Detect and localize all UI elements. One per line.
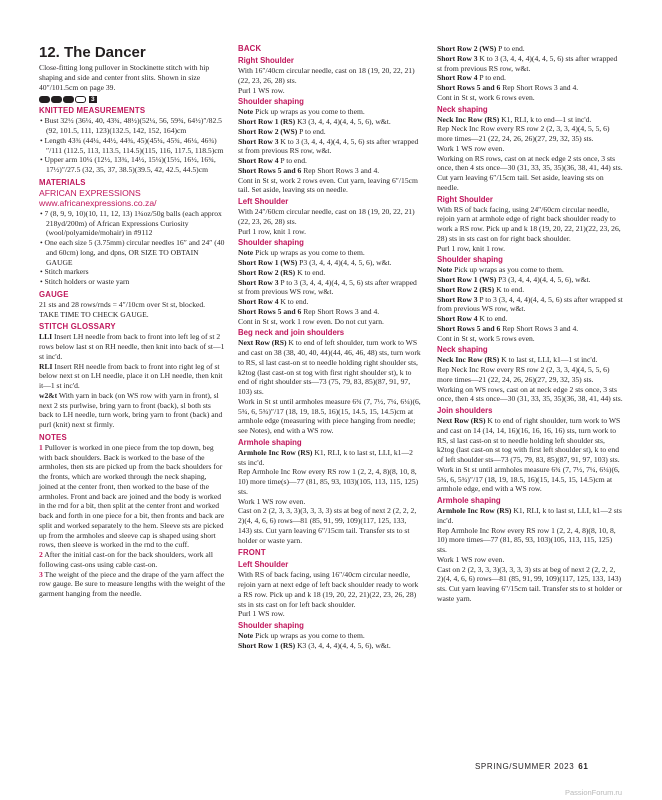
instruction-line <box>437 334 623 344</box>
page-footer <box>475 762 588 771</box>
page-number: 61 <box>578 762 589 771</box>
instruction-line <box>437 465 623 494</box>
instruction-text: K1, RLI, k to last st, LLI, k1—2 sts inc'd. <box>437 506 622 525</box>
instruction-lead: Short Row 3 <box>437 294 478 304</box>
instruction-text: P to end. <box>496 44 525 53</box>
armhole-shaping-heading: Armhole shaping <box>437 496 501 505</box>
material-item: • Stitch markers <box>40 267 89 277</box>
instruction-lead: Short Row 2 (RS) <box>238 267 296 277</box>
instruction-text: K to end. <box>278 297 309 306</box>
instruction-lead: Short Row 1 (RS) <box>238 117 296 126</box>
instruction: Purl 1 row, knit 1 row. <box>238 226 306 236</box>
glossary-entry: LLI Insert LH needle from back to front into left leg of st 2 rows below last st on RH needle, then knit into back of st—1 st inc'd. <box>39 332 225 361</box>
instruction-text: Working on RS rows, cast on at neck edge 2 sts once, 3 sts once, then 4 sts once—30 (31, 33, 35, 35)(36, 38, 41, 44) sts. Cut yarn leaving 6″/15cm tail. Set aside, leaving sts on needle. <box>437 153 623 192</box>
instruction-text: K to end of left shoulder, turn work to WS and cast on 38 (38, 40, 40, 44)(44, 46, 46, 48) sts, turn work to RS, sl last cast-on st to needle holding right shoulder sts, k2tog (last cast-on st tog with first right shoulder st), k to end of right shoulder sts—73 (75, 79, 83, 85)(87, 91, 97, 103) sts. <box>238 338 421 396</box>
instruction-text: K to end of right shoulder, turn work to WS and cast on 14 (14, 14, 16)(16, 16, 16, 16) sts, turn work to RS, sl last cast-on st to needle holding left shoulder sts, k2tog (last cast-on st tog with first left shoulder st), k to end of left shoulder sts—73 (75, 79, 83, 85)(87, 91, 97, 103) sts. <box>437 416 621 464</box>
instruction-line <box>238 631 422 641</box>
gauge-text: 21 sts and 28 rows/rnds = 4″/10cm over St st, blocked. <box>39 299 206 309</box>
instruction-text: Rep Armhole Inc Row every RS row 1 (2, 2, 4, 8)(8, 10, 8, 10) more time(s)—77 (81, 85, 93, 103)(105, 113, 115, 125) sts. <box>238 467 419 496</box>
instruction-text: Cont in St st, work 2 rows even. Cut yarn, leaving 6″/15cm tail. Set aside, leaving sts on needle. <box>238 175 418 195</box>
measurement-item: • Length 43¾ (44¼, 44½, 44¾, 45)(45¼, 45¾, 46¼, 46¾)″/111 (112.5, 113, 113.5, 114.5)(115, 116, 117.5, 118.5)cm <box>40 135 224 155</box>
notes-heading: NOTES <box>39 432 67 442</box>
glossary-entry: RLI Insert RH needle from back to front into right leg of st below next st on LH needle, place it on LH needle, then knit it—1 st inc'd. <box>39 361 223 390</box>
left-shoulder-heading: Left Shoulder <box>238 197 289 206</box>
instruction-text: K3 (3, 4, 4, 4)(4, 4, 5, 6), w&t. <box>295 640 391 650</box>
stitch-glossary-heading: STITCH GLOSSARY <box>39 322 116 332</box>
yarn-brand: AFRICAN EXPRESSIONS <box>39 187 141 198</box>
knitted-measurements-heading: KNITTED MEASUREMENTS <box>39 106 146 116</box>
instruction: Purl 1 row, knit 1 row. <box>437 243 505 253</box>
instruction-line <box>238 176 422 196</box>
material-item: • Stitch holders or waste yarn <box>40 277 130 286</box>
instruction-text: Rep Neck Inc Row every RS row 2 (2, 3, 3, 4)(4, 5, 5, 6) more times—21 (22, 24, 26, 26)(27, 29, 32, 35) sts. <box>437 365 610 384</box>
instruction-text: Cont in St st, work 6 rows even. <box>437 92 535 102</box>
instruction-line <box>437 124 623 144</box>
instruction-text: Work 1 WS row even. <box>437 554 505 564</box>
instruction-text: K to 3 (3, 4, 4, 4)(4, 4, 5, 6) sts after wrapped st from previous RS row, w&t. <box>238 136 419 156</box>
instruction-line <box>238 166 422 176</box>
shoulder-shaping-heading: Shoulder shaping <box>238 238 304 248</box>
instruction-text: Cont in St st, work 1 row even. Do not cut yarn. <box>238 316 384 326</box>
instruction-line <box>437 355 623 365</box>
measurement-item: • Bust 32½ (36¼, 40, 43¾, 48½)(52¼, 56, 59¾, 64½)″/82.5 (92, 101.5, 111, 123)(132.5, 142, 152, 164)cm <box>40 116 222 135</box>
shoulder-shaping-heading: Shoulder shaping <box>238 621 304 630</box>
instruction-text: K to last st, LLI, k1—1 st inc'd. <box>499 355 598 365</box>
instruction-list <box>238 448 422 546</box>
column-3 <box>437 44 623 604</box>
instruction-line <box>437 275 623 285</box>
instruction-text: K to end. <box>295 267 326 277</box>
instruction-lead: Note <box>238 248 254 258</box>
instruction-text: P to end. <box>278 156 307 165</box>
instruction-line <box>437 385 623 405</box>
back-heading: BACK <box>238 44 262 53</box>
instruction-line <box>238 278 422 298</box>
instruction-text: P to end. <box>477 73 506 83</box>
instruction-line <box>437 295 623 315</box>
instruction-line <box>437 93 623 103</box>
instruction-text: P3 (3, 4, 4, 4)(4, 4, 5, 6), w&t. <box>297 258 392 267</box>
instruction-lead: Short Row 1 (WS) <box>437 275 497 284</box>
instruction-lead: Short Row 3 <box>238 136 279 146</box>
instruction-text: Cast on 2 (2, 3, 3, 3)(3, 3, 3, 3) sts at beg of next 2 (2, 2, 2, 2)(4, 4, 6, 6) rows—81 (85, 91, 99, 109)(117, 125, 133, 143) sts. Cut yarn leaving 6″/15cm tail. Transfer sts to st holder or waste yarn. <box>238 506 417 545</box>
instruction-line <box>437 54 623 74</box>
instruction-text: Rep Short Rows 3 and 4. <box>500 83 579 92</box>
neck-join-heading: Beg neck and join shoulders <box>238 328 345 338</box>
instruction: With RS of back facing, using 24″/60cm circular needle, rejoin yarn at armhole edge of right back shoulder ready to work a RS row. Pick up and k 18 (19, 20, 22, 21)(22, 23, 26, 28) sts in sts cast on for right back shoulder. <box>437 204 621 243</box>
neck-shaping-heading: Neck shaping <box>437 104 488 114</box>
instruction-text: Pick up wraps as you come to them. <box>452 265 564 275</box>
right-shoulder-heading: Right Shoulder <box>238 56 294 65</box>
column-1 <box>39 44 227 599</box>
instruction-text: Rep Armhole Inc Row every RS row 1 (2, 2, 4, 8)(8, 10, 8, 10) more times—77 (81, 85, 93, 103)(105, 113, 115, 125) sts. <box>437 525 616 554</box>
instruction-line <box>437 154 623 193</box>
instruction-text: K to 3 (3, 4, 4, 4)(4, 4, 5, 6) sts after wrapped st from previous RS row, w&t. <box>437 53 618 73</box>
instruction-text: K3 (3, 4, 4, 4)(4, 4, 5, 6), w&t. <box>295 117 391 126</box>
instruction-lead: Short Row 4 <box>238 297 279 306</box>
skill-filled-icon <box>51 96 62 103</box>
instruction-lead: Next Row (RS) <box>238 338 287 348</box>
column-2 <box>238 44 422 651</box>
skill-level-number: 3 <box>91 95 95 103</box>
instruction-text: Work in St st until armholes measure 6¾ (7, 7½, 7¼, 6¼)(6, 5¾, 6, 5¾)″/17 (18, 19, 18.5, 16)(15, 14.5, 15, 14.5)cm at armhole edge (measuring with piece hanging from needle; see Notes), end with a WS row. <box>238 396 421 435</box>
instruction-line <box>437 324 623 334</box>
instruction-text: Rep Short Rows 3 and 4. <box>301 165 380 175</box>
instruction-list <box>437 506 623 604</box>
instruction-text: P3 (3, 4, 4, 4)(4, 4, 5, 6), w&t. <box>496 275 591 284</box>
instruction-lead: Short Row 2 (WS) <box>238 126 298 136</box>
instruction-line <box>238 127 422 137</box>
instruction-list <box>437 355 623 404</box>
skill-level-indicator <box>39 95 227 103</box>
skill-filled-icon <box>39 96 50 103</box>
instruction-lead: Short Row 1 (WS) <box>238 258 298 267</box>
instruction-lead: Short Row 4 <box>238 156 279 165</box>
instruction: With 24″/60cm circular needle, cast on 18 (19, 20, 22, 21)(22, 23, 26, 28) sts. <box>238 207 415 226</box>
armhole-shaping-heading: Armhole shaping <box>238 437 302 447</box>
instruction-text: K1, RLI, k to last st, LLI, k1—2 sts inc'd. <box>238 447 413 467</box>
material-item: • 7 (8, 9, 9, 10)(10, 11, 12, 13) 1¾oz/50g balls (each approx 218yd/200m) of African Expressions Curiosity (wool/polyamide/mohair) in #9112 <box>40 208 222 238</box>
instruction-lead: Note <box>238 107 254 117</box>
instruction-lead: Armhole Inc Row (RS) <box>238 447 313 457</box>
instruction-line <box>238 137 422 157</box>
instruction-text: Working on WS rows, cast on at neck edge 2 sts once, 3 sts once, then 4 sts once—30 (31, 33, 35, 35)(36, 38, 41, 44) sts. <box>437 384 623 404</box>
instruction-text: P to end. <box>297 126 326 136</box>
skill-empty-icon <box>75 96 86 103</box>
instruction-list <box>238 631 422 651</box>
instruction-line <box>238 641 422 651</box>
instruction-line <box>238 497 422 507</box>
instruction-lead: Short Row 4 <box>437 314 478 323</box>
instruction-line <box>238 467 422 496</box>
instruction-line <box>238 397 422 436</box>
right-shoulder-heading: Right Shoulder <box>437 194 493 204</box>
instruction-text: Cast on 2 (2, 3, 3, 3)(3, 3, 3, 3) sts at beg of next 2 (2, 2, 2, 2)(4, 4, 6, 6) rows—81 (85, 91, 99, 109)(117, 125, 133, 143) sts. Cut yarn leaving 6″/15cm tail. Transfer sts to st holder or waste yarn. <box>437 564 623 603</box>
instruction-lead: Short Row 3 <box>437 53 478 63</box>
instruction-line <box>437 565 623 604</box>
instruction-line <box>238 317 422 327</box>
instruction-line <box>437 365 623 385</box>
instruction-lead: Short Row 3 <box>238 277 279 287</box>
instruction-list <box>437 265 623 343</box>
instruction-lead: Short Row 1 (RS) <box>238 640 296 650</box>
instruction-line <box>238 448 422 468</box>
shoulder-shaping-heading: Shoulder shaping <box>238 97 304 107</box>
join-shoulders-heading: Join shoulders <box>437 406 493 415</box>
instruction-line <box>437 314 623 324</box>
instruction-text: K1, RLI, k to end—1 st inc'd. <box>499 114 592 124</box>
instruction-line <box>238 506 422 545</box>
instruction-lead: Neck Inc Row (RS) <box>437 114 500 124</box>
instruction-lead: Short Row 2 (WS) <box>437 44 497 53</box>
instruction-text: Work in St st until armholes measure 6¾ (7, 7½, 7¼, 6¼)(6, 5¾, 6, 5¾)″/17 (18, 19, 18.5, 16)(15, 14.5, 15, 14.5)cm at armhole edge, end with a WS row. <box>437 464 620 494</box>
instruction-list <box>437 416 623 494</box>
gauge-heading: GAUGE <box>39 289 69 299</box>
gauge-check: TAKE TIME TO CHECK GAUGE. <box>39 309 149 319</box>
neck-shaping-heading: Neck shaping <box>437 345 488 355</box>
instruction-line <box>238 107 422 117</box>
instruction-text: Cont in St st, work 5 rows even. <box>437 333 535 343</box>
instruction-lead: Short Row 4 <box>437 73 478 83</box>
instruction-list <box>238 107 422 195</box>
instruction-line <box>238 338 422 397</box>
instruction-lead: Neck Inc Row (RS) <box>437 355 500 365</box>
instruction-list <box>238 338 422 436</box>
instruction-line <box>437 44 623 54</box>
note-item: 3 The weight of the piece and the drape of the yarn affect the row gauge. Be sure to measure lengths with the weight of the garment hanging from the needle. <box>39 569 225 598</box>
instruction-lead: Short Rows 5 and 6 <box>238 165 302 175</box>
instruction-text: Pick up wraps as you come to them. <box>253 248 365 258</box>
instruction-line <box>437 265 623 275</box>
material-item: • One each size 5 (3.75mm) circular needles 16″ and 24″ (40 and 60cm) long, and dpns, OR SIZE TO OBTAIN GAUGE <box>40 238 225 267</box>
instruction-lead: Short Row 2 (RS) <box>437 284 495 294</box>
glossary-entry: w2&t With yarn in back (on WS row with yarn in front), sl next 2 sts purlwise, bring yarn to front (back), sl both sts back to LH needle, turn work, bring yarn to front (back) and purl (knit) next st firmly. <box>39 390 223 429</box>
skill-filled-icon <box>63 96 74 103</box>
instruction-text: Rep Short Rows 3 and 4. <box>500 323 579 333</box>
instruction-line <box>437 83 623 93</box>
shoulder-shaping-heading: Shoulder shaping <box>437 255 503 265</box>
instruction: Purl 1 WS row. <box>238 609 285 619</box>
instruction-line <box>238 268 422 278</box>
instruction-line <box>238 117 422 127</box>
instruction-lead: Short Rows 5 and 6 <box>437 323 501 333</box>
instruction-text: Work 1 WS row even. <box>238 496 306 506</box>
instruction-list <box>238 248 422 326</box>
note-item: 1 Pullover is worked in one piece from the top down, beg with back shoulders. Back is worked to the base of the armholes, then sts are picked up from the back shoulders for the fronts, which are worked through the neck shaping, joined at the center front, then worked to the base of the armholes. Front and back are joined and the body is worked in the rnd for a bit, then split at the center front and worked back and forth in one piece for a bit, then fronts and back are split and worked separately to the hem. Sleeve sts are picked up from the armholes and sleeve cap is shaped using short rows, then sleeve is worked in the rnd to the cuff. <box>39 442 225 550</box>
instruction-list <box>437 44 623 103</box>
instruction-line <box>238 307 422 317</box>
instruction-lead: Short Rows 5 and 6 <box>437 83 501 92</box>
instruction-lead: Next Row (RS) <box>437 416 486 425</box>
instruction-text: Rep Neck Inc Row every RS row 2 (2, 3, 3, 4)(4, 5, 5, 6) more times—21 (22, 24, 26, 26)(27, 29, 32, 35) sts. <box>437 124 610 143</box>
note-item: 2 After the initial cast-on for the back shoulders, work all following cast-ons using cable cast-on. <box>39 550 213 569</box>
instruction-line <box>437 115 623 125</box>
instruction-lead: Short Rows 5 and 6 <box>238 306 302 316</box>
materials-heading: MATERIALS <box>39 177 86 187</box>
instruction: With 16″/40cm circular needle, cast on 18 (19, 20, 22, 21)(22, 23, 26, 28) sts. <box>238 66 415 85</box>
instruction: Purl 1 WS row. <box>238 85 285 95</box>
instruction-line <box>437 506 623 526</box>
instruction-line <box>437 555 623 565</box>
instruction-text: K to end. <box>477 314 508 323</box>
left-shoulder-heading: Left Shoulder <box>238 560 289 570</box>
instruction-text: Pick up wraps as you come to them. <box>253 107 365 117</box>
brand-website-link[interactable]: www.africanexpressions.co.za/ <box>39 198 157 209</box>
instruction-list <box>437 115 623 193</box>
instruction-text: Pick up wraps as you come to them. <box>253 631 365 640</box>
instruction-line <box>437 73 623 83</box>
instruction: With RS of back facing, using 16″/40cm circular needle, rejoin yarn at next edge of left back shoulder ready to work a RS row. Pick up and k 18 (19, 20, 22, 21)(22, 23, 26, 28) sts in sts cast on for left back shoulder. <box>238 570 419 609</box>
pattern-title: 12. The Dancer <box>39 44 146 61</box>
instruction-line <box>437 144 623 154</box>
front-heading: FRONT <box>238 548 266 558</box>
instruction-line <box>238 258 422 268</box>
instruction-lead: Note <box>238 631 254 640</box>
instruction-line <box>437 285 623 295</box>
watermark: PassionForum.ru <box>565 788 623 797</box>
instruction-text: K to end. <box>494 284 525 294</box>
issue-label: SPRING/SUMMER 2023 <box>475 762 575 771</box>
instruction-text: P to 3 (3, 4, 4, 4)(4, 4, 5, 6) sts after wrapped st from previous WS row, w&t. <box>437 294 623 314</box>
instruction-lead: Armhole Inc Row (RS) <box>437 506 512 515</box>
instruction-line <box>437 526 623 555</box>
instruction-text: P to 3 (3, 4, 4, 4)(4, 4, 5, 6) sts after wrapped st from previous WS row, w&t. <box>238 277 417 297</box>
measurement-item: • Upper arm 10¼ (12½, 13¾, 14½, 15¼)(15½, 16½, 16¾, 17½)″/27.5 (32, 35, 37, 38.5)(39.5, 42, 42.5, 44.5)cm <box>40 155 216 174</box>
instruction-line <box>238 297 422 307</box>
instruction-line <box>238 248 422 258</box>
instruction-text: Work 1 WS row even. <box>437 143 505 153</box>
instruction-line <box>437 416 623 465</box>
instruction-text: Rep Short Rows 3 and 4. <box>301 306 380 316</box>
instruction-lead: Note <box>437 265 453 275</box>
pattern-intro: Close-fitting long pullover in Stockinette stitch with hip shaping and side and center front slits. Shown in size 40″/101.5cm on page 39. <box>39 63 210 92</box>
instruction-line <box>238 156 422 166</box>
